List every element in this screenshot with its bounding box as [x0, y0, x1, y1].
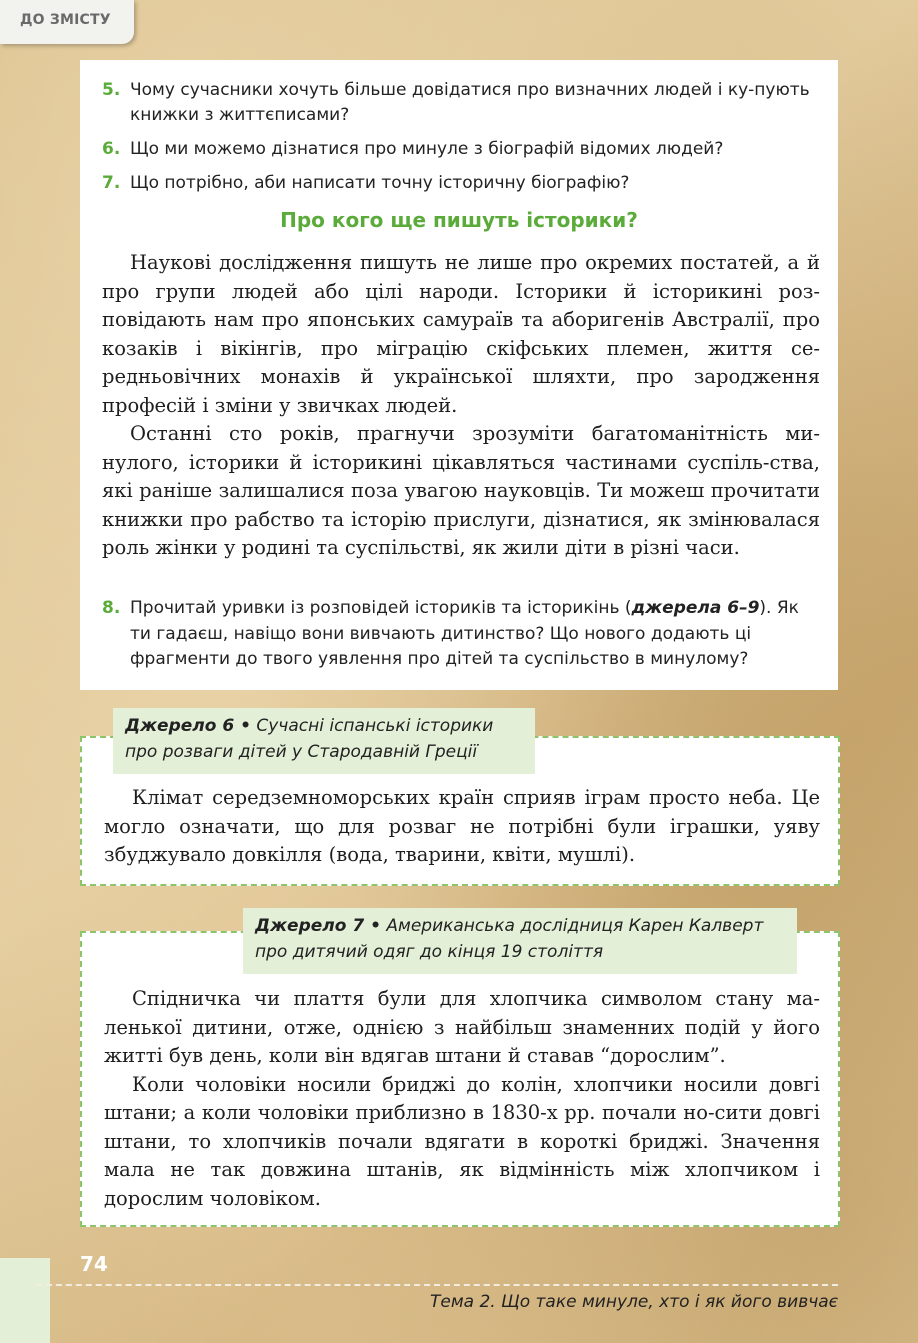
body-paragraph: Останні сто років, прагнучи зрозуміти багатоманітність ми-нулого, історики й історикині цікавляться частинами суспіль-ства, які раніше залишалися поза увагою науковців. Ти можеш прочитати книжки про рабство та історію прислуги, дізнатися, як змінювалася роль жінки у родині та суспільстві, як жили діти в різні часи. — [102, 422, 820, 559]
source-7-label — [243, 908, 797, 974]
source-title: Джерело 6 • — [125, 716, 251, 736]
question-number: 7. — [102, 173, 121, 193]
source-caption: Американська дослідниця Карен Калверт про дитячий одяг до кінця 19 століття — [255, 916, 764, 962]
question-item — [102, 78, 820, 128]
question-number: 6. — [102, 139, 121, 159]
source-6-label — [113, 708, 535, 774]
main-text-card — [80, 60, 838, 690]
task-item — [102, 596, 820, 673]
source-7-box — [80, 931, 840, 1227]
source-paragraph: Коли чоловіки носили бриджі до колін, хлопчики носили довгі штани; а коли чоловіки приблизно в 1830-х рр. почали но-сити довгі штани, то хлопчиків почали вдягати в короткі бриджі. Значення мала не так довжина штанів, як відмінність між хлопчиком і дорослим чоловіком. — [104, 1072, 820, 1210]
footer-topic: Тема 2. Що таке минуле, хто і як його вивчає — [430, 1292, 838, 1312]
body-paragraph: Наукові дослідження пишуть не лише про окремих постатей, а й про групи людей або цілі народи. Історики й історикині роз-повідають нам про японських самураїв та аборигенів Австралії, про козаків і вікінгів, про міграцію скіфських племен, життя се-редньовічних монахів й української шляхти, про зародження професій і зміни у звичках людей. — [102, 251, 820, 417]
page-number: 74 — [80, 1252, 108, 1276]
main-body-text — [102, 249, 820, 563]
toc-link[interactable]: ДО ЗМІСТУ — [0, 0, 134, 44]
source-caption: Сучасні іспанські історики про розваги дітей у Стародавній Греції — [125, 716, 494, 762]
question-text: Чому сучасники хочуть більше довідатися про визначних людей і ку-пують книжки з життєписами? — [130, 80, 810, 125]
sources-reference: джерела 6–9 — [631, 598, 760, 618]
question-text: Що потрібно, аби написати точну історичну біографію? — [130, 173, 630, 193]
footer-divider — [36, 1284, 838, 1286]
question-list — [102, 78, 820, 205]
question-item — [102, 171, 820, 196]
question-item — [102, 137, 820, 162]
source-7-text — [104, 985, 820, 1213]
task-text-end: ). Як ти гадаєш, навіщо вони вивчають дитинство? Що нового додають ці фрагменти до твого уявлення про дітей та суспільство в минулому? — [130, 598, 799, 669]
source-paragraph: Клімат середземноморських країн сприяв іграм просто неба. Це могло означати, що для розваг не потрібні були іграшки, уяву збуджувало довкілля (вода, тварини, квіти, мушлі). — [104, 786, 820, 866]
source-6-text — [104, 784, 820, 870]
question-number: 5. — [102, 80, 121, 100]
page-corner-strip — [0, 1258, 50, 1343]
source-title: Джерело 7 • — [255, 916, 381, 936]
task-number: 8. — [102, 598, 121, 618]
section-heading: Про кого ще пишуть історики? — [280, 208, 638, 232]
source-paragraph: Спідничка чи плаття були для хлопчика символом стану ма-ленької дитини, отже, однією з найбільш знаменних подій у його житті був день, коли він вдягав штани й ставав “дорослим”. — [104, 987, 820, 1067]
task-text-start: Прочитай уривки із розповідей істориків та історикінь ( — [130, 598, 632, 618]
question-text: Що ми можемо дізнатися про минуле з біографій відомих людей? — [130, 139, 724, 159]
